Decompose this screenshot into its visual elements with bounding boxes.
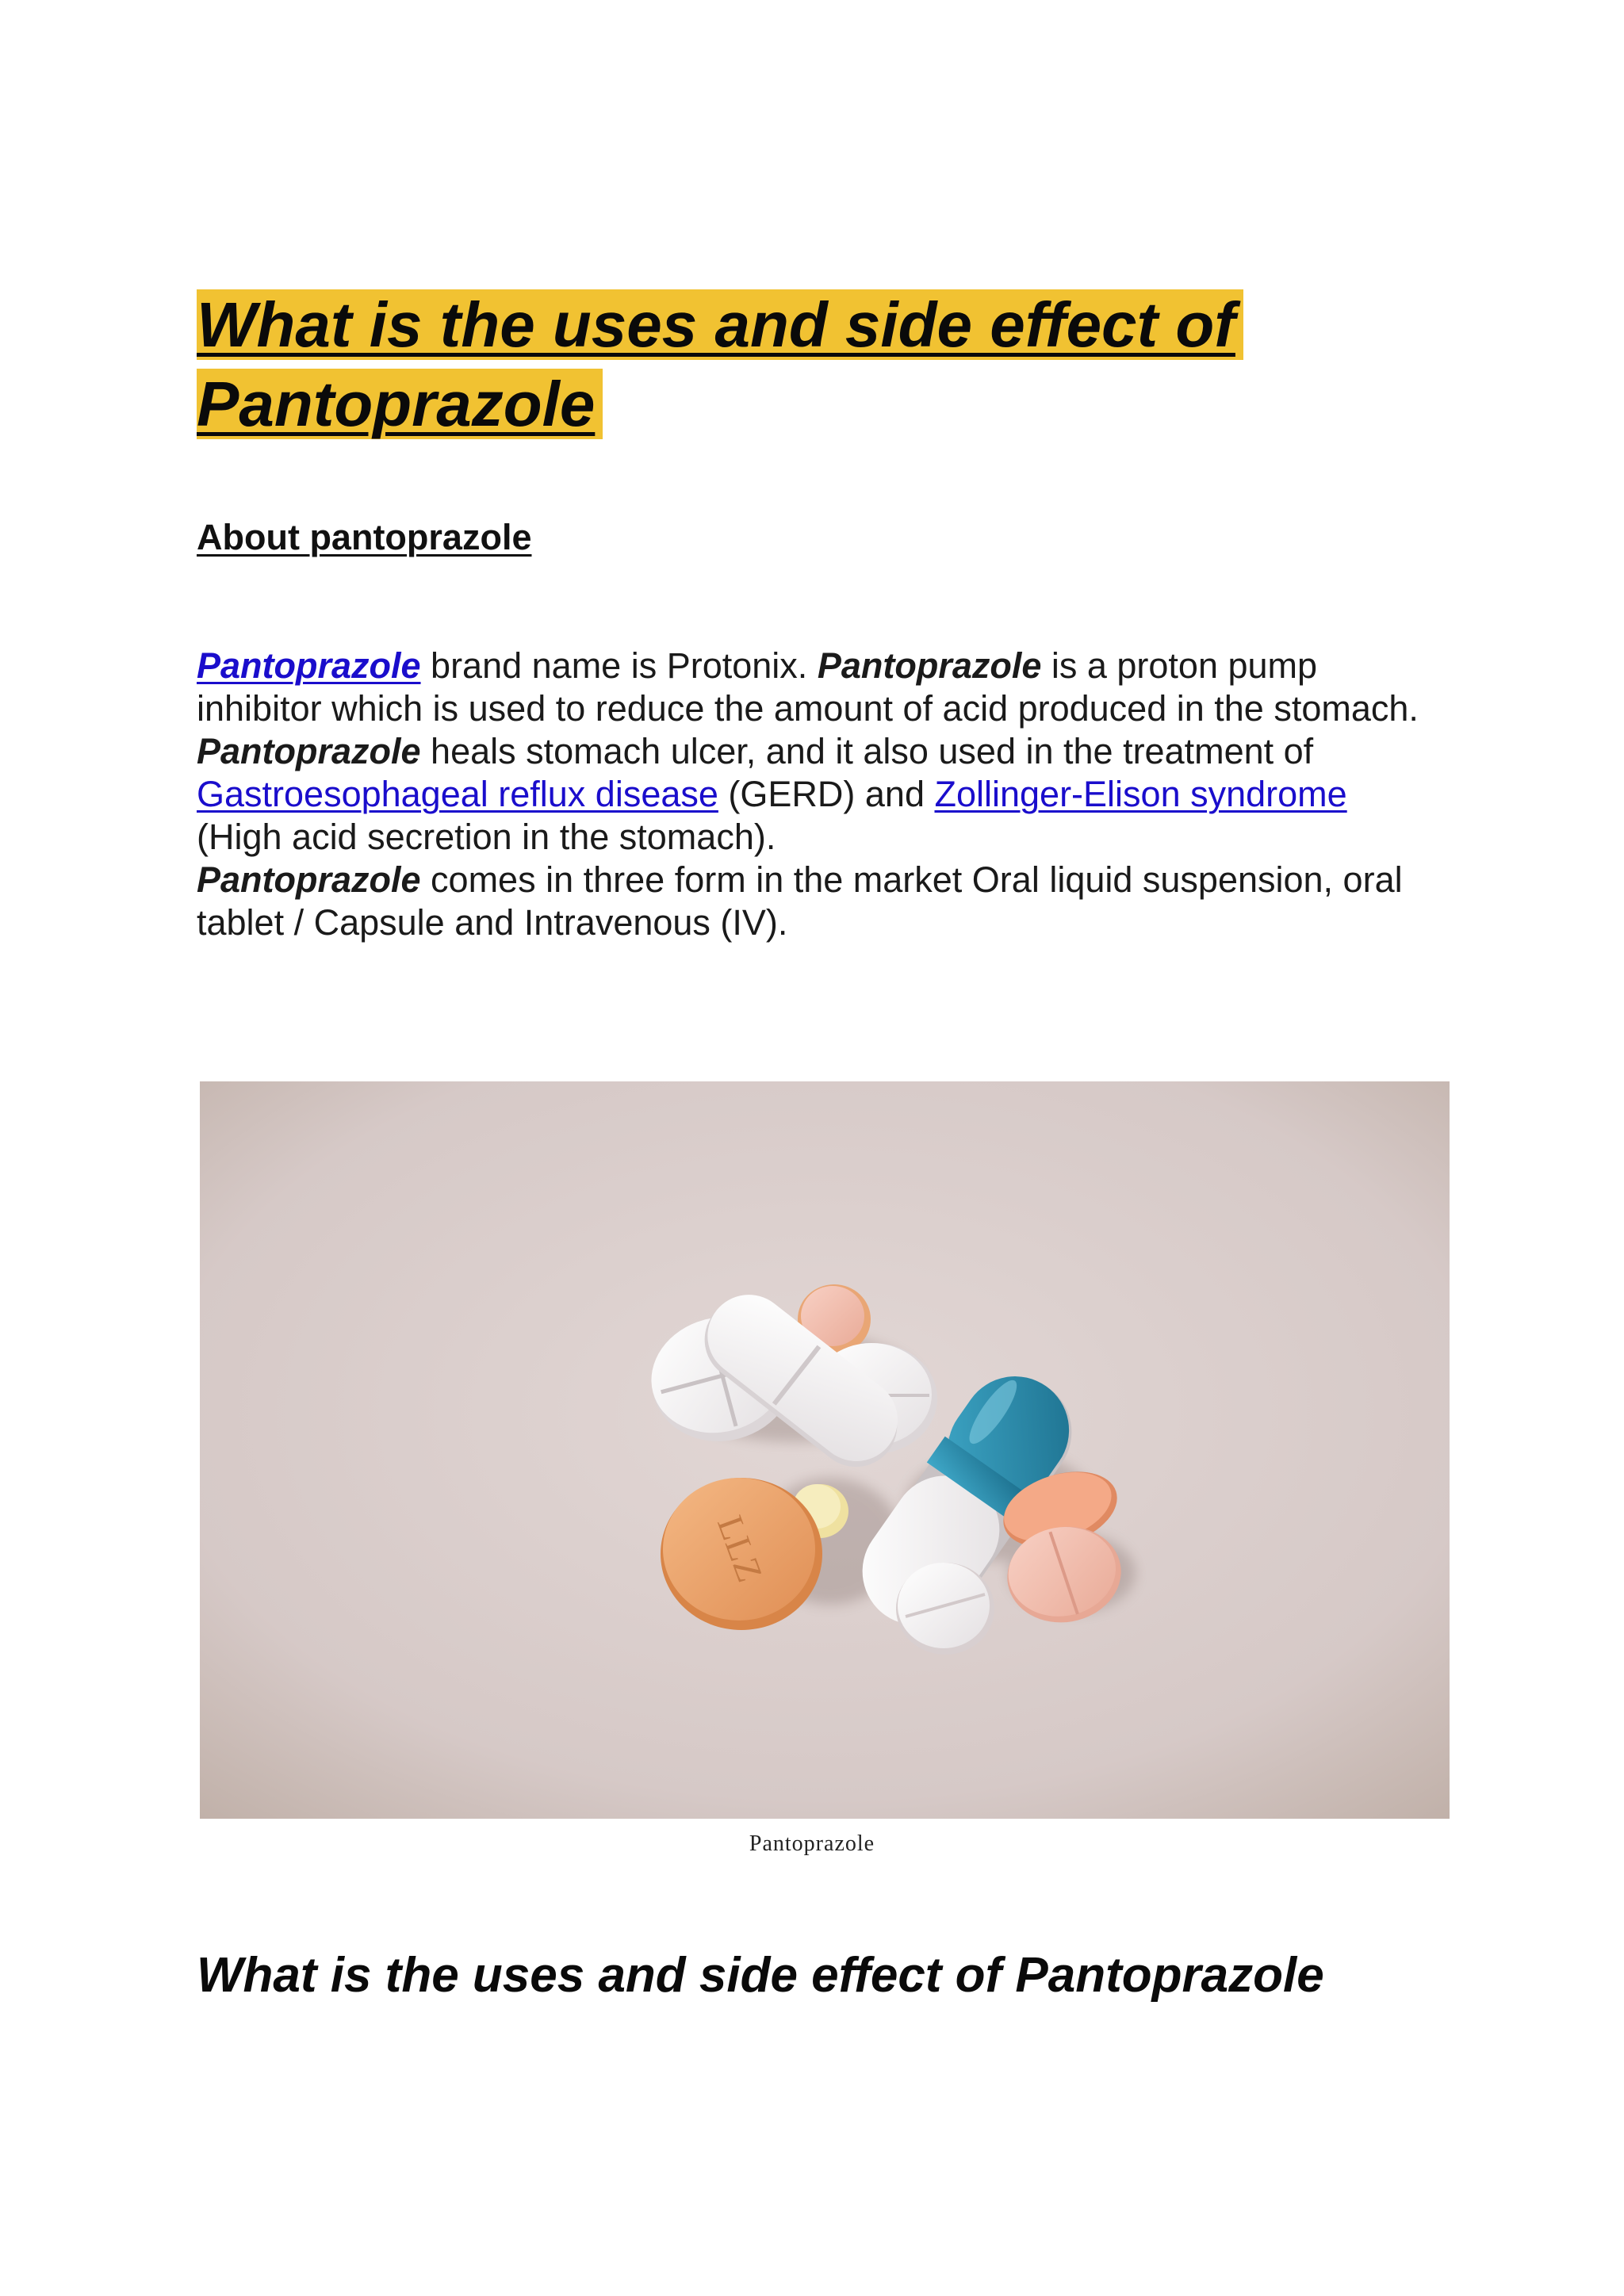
drug-name-bold: Pantoprazole (197, 731, 421, 771)
section-title-uses-side-effects: What is the uses and side effect of Pantoprazole (197, 1948, 1324, 2003)
paragraph-text: is a proton pump inhibitor which is used to reduce the amount of acid produced in the stomach. (197, 645, 1419, 729)
pantoprazole-link[interactable]: Pantoprazole (197, 645, 421, 686)
drug-name-bold: Pantoprazole (817, 645, 1042, 686)
paragraph-brand-name (197, 645, 1434, 730)
figure-caption: Pantoprazole (749, 1831, 875, 1856)
paragraph-text: heals stomach ulcer, and it also used in the treatment of (420, 731, 1314, 771)
article-title (197, 285, 1323, 444)
pills-photo-illustration (200, 1081, 1450, 1819)
paragraph-uses (197, 730, 1434, 859)
article-title-highlight: What is the uses and side effect of Pantoprazole (197, 289, 1243, 439)
small-white-tablet (896, 1563, 994, 1655)
gerd-link[interactable]: Gastroesophageal reflux disease (197, 774, 718, 814)
pill-imprint: LLZ (710, 1510, 771, 1587)
orange-imprinted-tablet (661, 1478, 822, 1630)
paragraph-text: brand name is Protonix. (420, 645, 818, 686)
paragraph-text: (High acid secretion in the stomach). (197, 817, 776, 857)
paragraph-text: comes in three form in the market Oral liquid suspension, oral tablet / Capsule and Intravenous (IV). (197, 859, 1403, 943)
paragraph-text: (GERD) and (718, 774, 935, 814)
paragraph-forms (197, 859, 1434, 944)
zollinger-elison-link[interactable]: Zollinger-Elison syndrome (934, 774, 1347, 814)
pills-photo (200, 1081, 1450, 1819)
drug-name-bold: Pantoprazole (197, 859, 421, 900)
article-body (197, 645, 1434, 944)
section-heading-about: About pantoprazole (197, 517, 532, 557)
